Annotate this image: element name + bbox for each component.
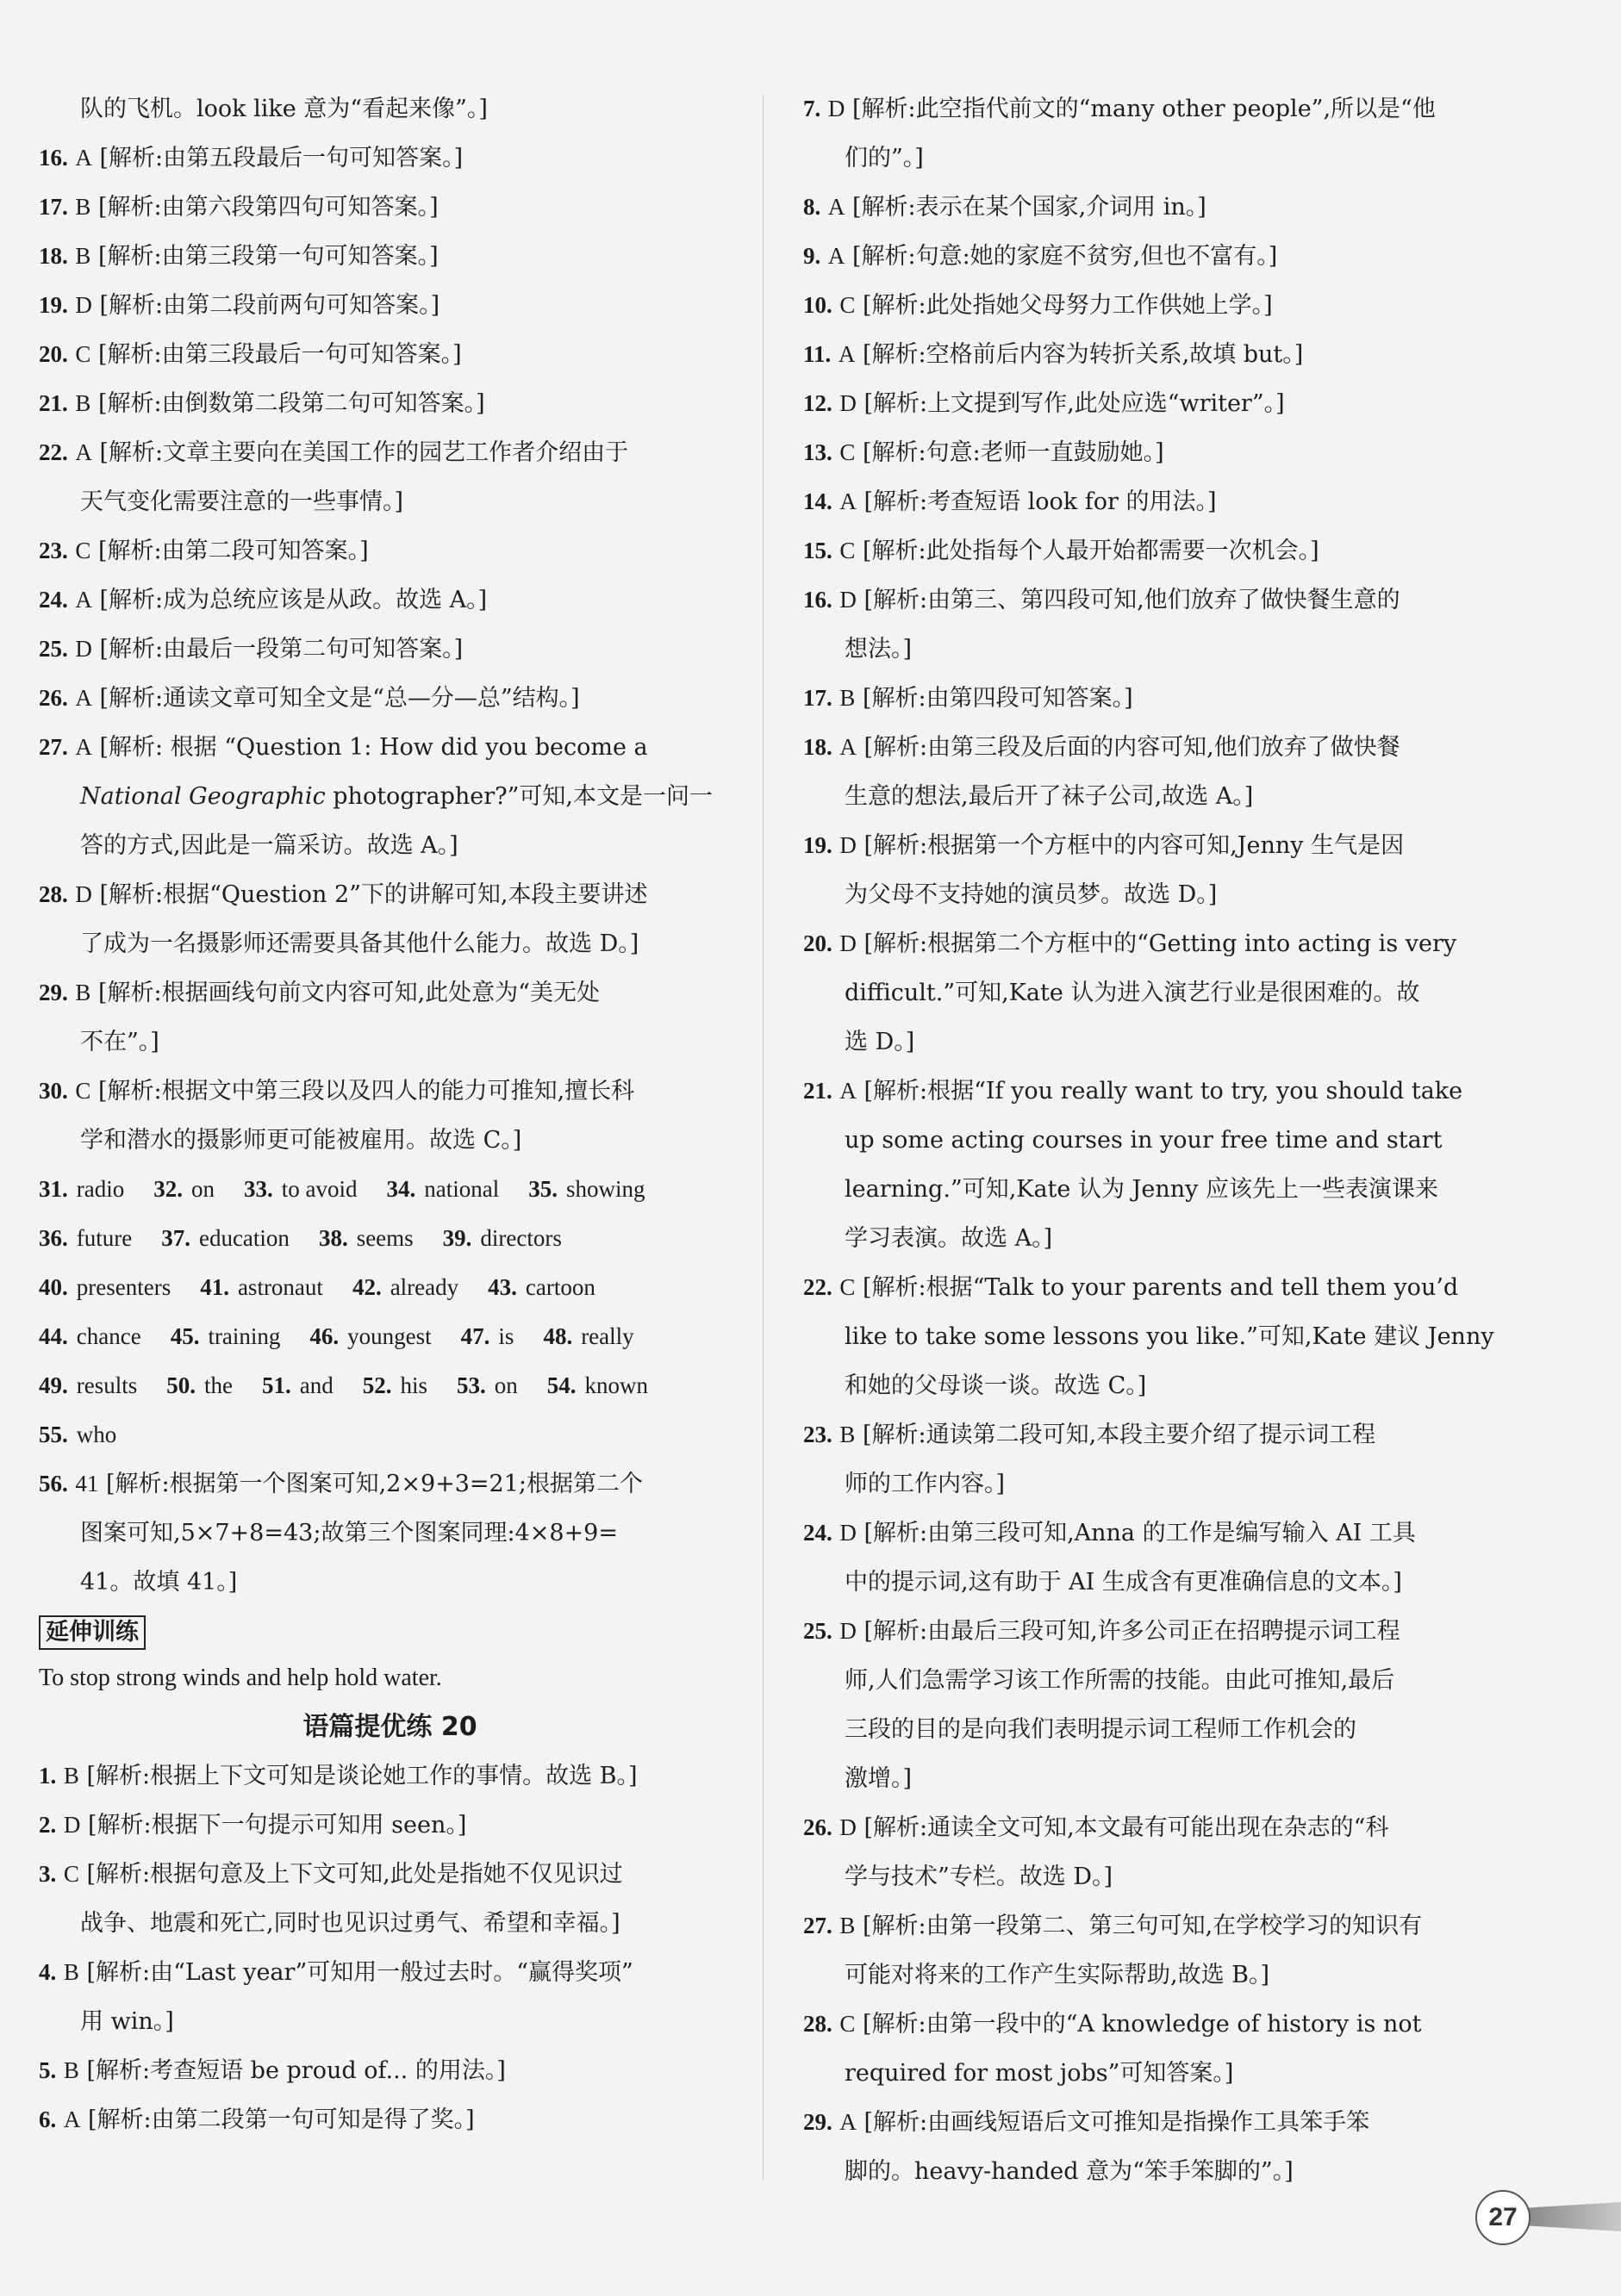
item-explanation: [解析:由第一段第二、第三句可知,在学校学习的知识有 <box>862 1913 1423 1939</box>
item-explanation-cont: like to take some lessons you like.”可知,Kate 建议 Jenny <box>845 1323 1494 1350</box>
right-column <box>803 84 1499 2196</box>
item-explanation: [解析:句意:老师一直鼓励她。] <box>862 439 1164 466</box>
item-number: 2. <box>39 1812 57 1838</box>
item-explanation-cont: 战争、地震和死亡,同时也见识过勇气、希望和幸福。] <box>80 1910 620 1937</box>
item-explanation-cont: 三段的目的是向我们表明提示词工程师工作机会的 <box>845 1716 1356 1743</box>
answer-item <box>39 379 741 428</box>
item-explanation: [解析:此处指每个人最开始都需要一次机会。] <box>862 538 1319 564</box>
fill-answer: 44. chance <box>39 1323 141 1349</box>
lead-line: 队的飞机。look like 意为“看起来像”。] <box>80 96 488 122</box>
answer-item <box>803 1263 1499 1410</box>
item-number: 19. <box>803 832 832 858</box>
item-number: 12. <box>803 390 832 416</box>
answer-row <box>39 1263 741 1312</box>
fill-answer: 40. presenters <box>39 1274 171 1300</box>
answer-item <box>39 330 741 379</box>
item-explanation-cont: learning.”可知,Kate 认为 Jenny 应该先上一些表演课来 <box>845 1176 1438 1203</box>
answer-item <box>39 1948 741 2046</box>
item-explanation-cont: 想法。] <box>845 636 913 663</box>
item-number: 15. <box>803 538 832 563</box>
item-answer: D <box>63 1812 81 1838</box>
item-explanation-cont: 学与技术”专栏。故选 D。] <box>845 1864 1113 1890</box>
item-answer: A <box>63 2106 81 2132</box>
item-number: 17. <box>39 194 68 220</box>
fill-answer: 36. future <box>39 1225 133 1251</box>
item-explanation-cont: 不在”。] <box>80 1029 159 1055</box>
item-number: 23. <box>803 1422 832 1447</box>
answer-item <box>803 281 1499 330</box>
item-answer: C <box>75 341 91 367</box>
item-answer: B <box>75 980 91 1005</box>
item-explanation: [解析:由“Last year”可知用一般过去时。“赢得奖项” <box>86 1959 633 1986</box>
answer-item: 27. A [解析: 根据 “Question 1: How did you become a National Geographic photographer?”可知,本文是一问一 答的方式,因此是一篇采访。故选 A。] <box>39 734 714 859</box>
fill-answer: 51. and <box>262 1372 334 1398</box>
item-explanation-cont: 生意的想法,最后开了袜子公司,故选 A。] <box>845 783 1254 810</box>
answer-item <box>803 183 1499 232</box>
item-number: 24. <box>39 587 68 613</box>
item-number: 10. <box>803 292 832 318</box>
item-answer: D <box>827 96 845 121</box>
item-answer: B <box>839 685 856 711</box>
item-number: 4. <box>39 1959 57 1985</box>
item-explanation: [解析:由第三、第四段可知,他们放弃了做快餐生意的 <box>863 587 1400 613</box>
item-number: 29. <box>803 2109 832 2135</box>
item-answer: B <box>75 390 91 416</box>
item-number: 6. <box>39 2106 57 2132</box>
item-answer: B <box>63 1959 79 1985</box>
item-number: 16. <box>39 145 68 171</box>
answer-item <box>803 674 1499 723</box>
answer-item <box>803 330 1499 379</box>
answer-row <box>39 1165 741 1214</box>
item-explanation: [解析:由画线短语后文可推知是指操作工具笨手笨 <box>863 2109 1370 2136</box>
left-column <box>39 84 741 2144</box>
item-number: 25. <box>39 636 68 662</box>
answer-item <box>803 477 1499 526</box>
fill-answer: 39. directors <box>442 1225 562 1251</box>
item-number: 22. <box>39 439 68 465</box>
item-explanation-cont: 学习表演。故选 A。] <box>845 1225 1053 1252</box>
item-number: 22. <box>803 1274 832 1300</box>
item-explanation: [解析:根据文中第三段以及四人的能力可推知,擅长科 <box>97 1078 635 1104</box>
fill-answer: 34. national <box>386 1176 500 1202</box>
item-answer: D <box>75 636 92 662</box>
item-number: 3. <box>39 1861 57 1887</box>
item-number: 20. <box>803 930 832 956</box>
item-explanation: [解析:上文提到写作,此处应选“writer”。] <box>863 390 1285 417</box>
item-explanation: [解析:通读第二段可知,本段主要介绍了提示词工程 <box>862 1422 1376 1448</box>
item-answer: D <box>839 832 857 858</box>
item-explanation: [解析:空格前后内容为转折关系,故填 but。] <box>862 341 1304 368</box>
answer-item <box>803 428 1499 477</box>
item-answer: B <box>63 1763 79 1789</box>
item-explanation: [解析:由第二段前两句可知答案。] <box>99 292 440 319</box>
answer-item <box>803 576 1499 674</box>
item-answer: A <box>827 243 845 269</box>
item-number: 5. <box>39 2057 57 2083</box>
item-number: 28. <box>39 881 68 907</box>
item-number: 26. <box>39 685 68 711</box>
item-answer: B <box>75 194 91 220</box>
item-explanation: [解析:由第一段中的“A knowledge of history is not <box>862 2011 1422 2038</box>
extension-answer: To stop strong winds and help hold water. <box>39 1664 442 1691</box>
item-explanation-cont: 学和潜水的摄影师更可能被雇用。故选 C。] <box>80 1127 522 1154</box>
left-items-3 <box>39 1752 741 2144</box>
item-answer: D <box>75 292 92 318</box>
item-number: 8. <box>803 194 821 220</box>
answer-item <box>803 379 1499 428</box>
item-explanation-cont: 选 D。] <box>845 1029 915 1055</box>
left-items <box>39 134 741 723</box>
item-explanation: [解析:由第三段最后一句可知答案。] <box>97 341 462 368</box>
answer-item <box>39 674 741 723</box>
item-answer: D <box>839 1814 857 1840</box>
left-items-2 <box>39 870 741 1165</box>
item-answer: A <box>838 341 856 367</box>
item-explanation: [解析:由最后一段第二句可知答案。] <box>99 636 464 663</box>
answer-item <box>39 428 741 526</box>
item-explanation-cont: 师的工作内容。] <box>845 1471 1006 1497</box>
item-explanation: [解析:句意:她的家庭不贫穷,但也不富有。] <box>851 243 1278 270</box>
answer-item <box>803 1803 1499 1901</box>
item-explanation: [解析:此空指代前文的“many other people”,所以是“他 <box>851 96 1436 122</box>
item-answer: D <box>839 587 857 613</box>
fill-answer: 53. on <box>457 1372 518 1398</box>
item-number: 18. <box>803 734 832 760</box>
item-explanation: [解析:根据句意及上下文可知,此处是指她不仅见识过 <box>86 1861 623 1888</box>
item-answer: A <box>839 2109 857 2135</box>
extension-tag: 延伸训练 <box>39 1615 146 1650</box>
fill-answer: 50. the <box>166 1372 233 1398</box>
item-number: 20. <box>39 341 68 367</box>
item-number: 21. <box>39 390 68 416</box>
fill-answer: 43. cartoon <box>488 1274 595 1300</box>
item-answer: D <box>839 390 857 416</box>
item-explanation: [解析:根据上下文可知是谈论她工作的事情。故选 B。] <box>86 1763 638 1789</box>
item-explanation-cont: 中的提示词,这有助于 AI 生成含有更准确信息的文本。] <box>845 1569 1402 1596</box>
item-explanation: [解析:根据第二个方框中的“Getting into acting is very <box>863 930 1457 957</box>
answer-item <box>39 968 741 1067</box>
item-number: 26. <box>803 1814 832 1840</box>
item-explanation: [解析:表示在某个国家,介词用 in。] <box>851 194 1206 221</box>
item-explanation: [解析:由第二段可知答案。] <box>97 538 369 564</box>
answer-item <box>803 84 1499 183</box>
item-number: 27. <box>803 1913 832 1938</box>
item-explanation: [解析:根据画线句前文内容可知,此处意为“美无处 <box>97 980 600 1006</box>
item-number: 24. <box>803 1520 832 1546</box>
item-explanation-cont: 用 win。] <box>80 2008 174 2035</box>
answer-item <box>39 183 741 232</box>
item-explanation: [解析:根据第一个方框中的内容可知,Jenny 生气是因 <box>863 832 1405 859</box>
fill-answer: 38. seems <box>318 1225 414 1251</box>
item-answer: C <box>75 1078 91 1104</box>
item-answer: A <box>75 587 92 613</box>
item-answer: C <box>63 1861 79 1887</box>
answer-item <box>803 2000 1499 2098</box>
answer-item <box>39 526 741 576</box>
item-answer: A <box>827 194 845 220</box>
item-number: 7. <box>803 96 821 121</box>
item-number: 29. <box>39 980 68 1005</box>
item-explanation: [解析:由倒数第二段第二句可知答案。] <box>97 390 485 417</box>
fill-answer: 47. is <box>460 1323 514 1349</box>
item-answer: A <box>839 734 857 760</box>
fill-answer: 52. his <box>362 1372 427 1398</box>
item-explanation: [解析:由第二段第一句可知是得了奖。] <box>87 2106 475 2133</box>
item-explanation: [解析:由第三段第一句可知答案。] <box>97 243 439 270</box>
item-number: 19. <box>39 292 68 318</box>
answer-item <box>803 1410 1499 1509</box>
item-explanation-cont: 了成为一名摄影师还需要具备其他什么能力。故选 D。] <box>80 930 639 957</box>
item-explanation-cont: 和她的父母谈一谈。故选 C。] <box>845 1372 1147 1399</box>
item-explanation-cont: required for most jobs”可知答案。] <box>845 2060 1234 2087</box>
item-explanation: [解析:由第三段及后面的内容可知,他们放弃了做快餐 <box>863 734 1400 761</box>
item-answer: B <box>75 243 91 269</box>
item-number: 30. <box>39 1078 68 1104</box>
item-number: 11. <box>803 341 832 367</box>
item-explanation: [解析:成为总统应该是从政。故选 A。] <box>99 587 488 613</box>
item-explanation: [解析:文章主要向在美国工作的园艺工作者介绍由于 <box>99 439 629 466</box>
answer-item <box>39 2095 741 2144</box>
item-number: 18. <box>39 243 68 269</box>
item-explanation: [解析:由第四段可知答案。] <box>862 685 1133 712</box>
item-answer: A <box>75 439 92 465</box>
item-explanation: [解析:考查短语 be proud of... 的用法。] <box>86 2057 506 2084</box>
answer-item <box>803 723 1499 821</box>
section-title: 语篇提优练 20 <box>302 1712 477 1742</box>
answer-item: 56. 41 [解析:根据第一个图案可知,2×9+3=21;根据第二个 图案可知,5×7+8=43;故第三个图案同理:4×8+9= 41。故填 41。] <box>39 1471 644 1596</box>
fill-answer: 37. education <box>161 1225 290 1251</box>
answer-item <box>39 1850 741 1948</box>
answer-item <box>803 2098 1499 2196</box>
fill-answer: 35. showing <box>528 1176 645 1202</box>
item-answer: C <box>839 538 856 563</box>
item-explanation: [解析:由第五段最后一句可知答案。] <box>99 145 464 171</box>
fill-answer: 46. youngest <box>309 1323 432 1349</box>
item-explanation-cont: 可能对将来的工作产生实际帮助,故选 B。] <box>845 1962 1270 1988</box>
item-number: 1. <box>39 1763 57 1789</box>
item-answer: D <box>75 881 92 907</box>
item-answer: B <box>839 1422 856 1447</box>
answer-row <box>39 1410 741 1459</box>
fill-answer: 54. known <box>546 1372 648 1398</box>
item-answer: C <box>839 1274 856 1300</box>
fill-answer: 32. on <box>153 1176 215 1202</box>
item-answer: C <box>839 2011 856 2037</box>
item-answer: D <box>839 1618 857 1644</box>
item-number: 14. <box>803 488 832 514</box>
answer-item <box>39 625 741 674</box>
item-explanation-cont: 为父母不支持她的演员梦。故选 D。] <box>845 881 1218 908</box>
item-explanation: [解析:根据“Question 2”下的讲解可知,本段主要讲述 <box>99 881 648 908</box>
answer-row <box>39 1361 741 1410</box>
item-answer: B <box>63 2057 79 2083</box>
item-answer: A <box>839 1078 857 1104</box>
item-answer: C <box>839 292 856 318</box>
answer-item <box>39 870 741 968</box>
item-number: 9. <box>803 243 821 269</box>
answer-item <box>803 919 1499 1067</box>
page-number: 27 <box>1475 2190 1531 2245</box>
right-items <box>803 84 1499 2196</box>
answer-item <box>39 1752 741 1801</box>
item-explanation-cont: 们的”。] <box>845 145 924 171</box>
item-number: 13. <box>803 439 832 465</box>
item-number: 16. <box>803 587 832 613</box>
answer-row <box>39 1214 741 1263</box>
fill-in-answers <box>39 1165 741 1459</box>
item-number: 28. <box>803 2011 832 2037</box>
answer-item <box>803 821 1499 919</box>
item-answer: B <box>839 1913 856 1938</box>
fill-answer: 42. already <box>352 1274 459 1300</box>
column-divider <box>763 95 764 2180</box>
item-explanation: [解析:根据下一句提示可知用 seen。] <box>87 1812 467 1839</box>
item-number: 23. <box>39 538 68 563</box>
answer-item <box>39 576 741 625</box>
item-answer: C <box>75 538 91 563</box>
item-answer: A <box>75 685 92 711</box>
item-answer: C <box>839 439 856 465</box>
item-explanation: [解析:由第三段可知,Anna 的工作是编写输入 AI 工具 <box>863 1520 1416 1546</box>
answer-item <box>39 1801 741 1850</box>
item-explanation-cont: difficult.”可知,Kate 认为进入演艺行业是很困难的。故 <box>845 980 1420 1006</box>
answer-item <box>39 281 741 330</box>
item-answer: D <box>839 1520 857 1546</box>
answer-item <box>803 1067 1499 1263</box>
fill-answer: 45. training <box>170 1323 281 1349</box>
item-explanation: [解析:通读全文可知,本文最有可能出现在杂志的“科 <box>863 1814 1389 1841</box>
item-explanation: [解析:根据“Talk to your parents and tell them you’d <box>862 1274 1459 1301</box>
fill-answer: 55. who <box>39 1422 117 1447</box>
item-explanation: [解析:通读文章可知全文是“总—分—总”结构。] <box>99 685 580 712</box>
item-explanation-cont: 天气变化需要注意的一些事情。] <box>80 488 404 515</box>
item-answer: A <box>839 488 857 514</box>
answer-item <box>39 2046 741 2095</box>
fill-answer: 41. astronaut <box>200 1274 323 1300</box>
item-explanation: [解析:由最后三段可知,许多公司正在招聘提示词工程 <box>863 1618 1400 1645</box>
item-explanation: [解析:根据“If you really want to try, you should take <box>863 1078 1463 1104</box>
answer-item <box>803 1509 1499 1607</box>
item-answer: A <box>75 145 92 171</box>
answer-item <box>803 1901 1499 2000</box>
item-explanation-cont: 脚的。heavy-handed 意为“笨手笨脚的”。] <box>845 2158 1294 2185</box>
answer-item <box>803 526 1499 576</box>
item-answer: D <box>839 930 857 956</box>
fill-answer: 49. results <box>39 1372 138 1398</box>
item-explanation-cont: 激增。] <box>845 1765 913 1792</box>
item-number: 25. <box>803 1618 832 1644</box>
page-tab-decoration <box>1525 2202 1621 2231</box>
item-explanation: [解析:由第六段第四句可知答案。] <box>97 194 439 221</box>
fill-answer: 31. radio <box>39 1176 125 1202</box>
item-explanation-cont: 师,人们急需学习该工作所需的技能。由此可推知,最后 <box>845 1667 1395 1694</box>
answer-item <box>803 232 1499 281</box>
fill-answer: 33. to avoid <box>243 1176 358 1202</box>
item-explanation-cont: up some acting courses in your free time and start <box>845 1127 1443 1154</box>
item-explanation: [解析:此处指她父母努力工作供她上学。] <box>862 292 1273 319</box>
item-explanation: [解析:考查短语 look for 的用法。] <box>863 488 1217 515</box>
item-number: 21. <box>803 1078 832 1104</box>
answer-item <box>39 1067 741 1165</box>
answer-row <box>39 1312 741 1361</box>
answer-item <box>803 1607 1499 1803</box>
item-number: 17. <box>803 685 832 711</box>
answer-item <box>39 134 741 183</box>
answer-item <box>39 232 741 281</box>
fill-answer: 48. really <box>543 1323 634 1349</box>
